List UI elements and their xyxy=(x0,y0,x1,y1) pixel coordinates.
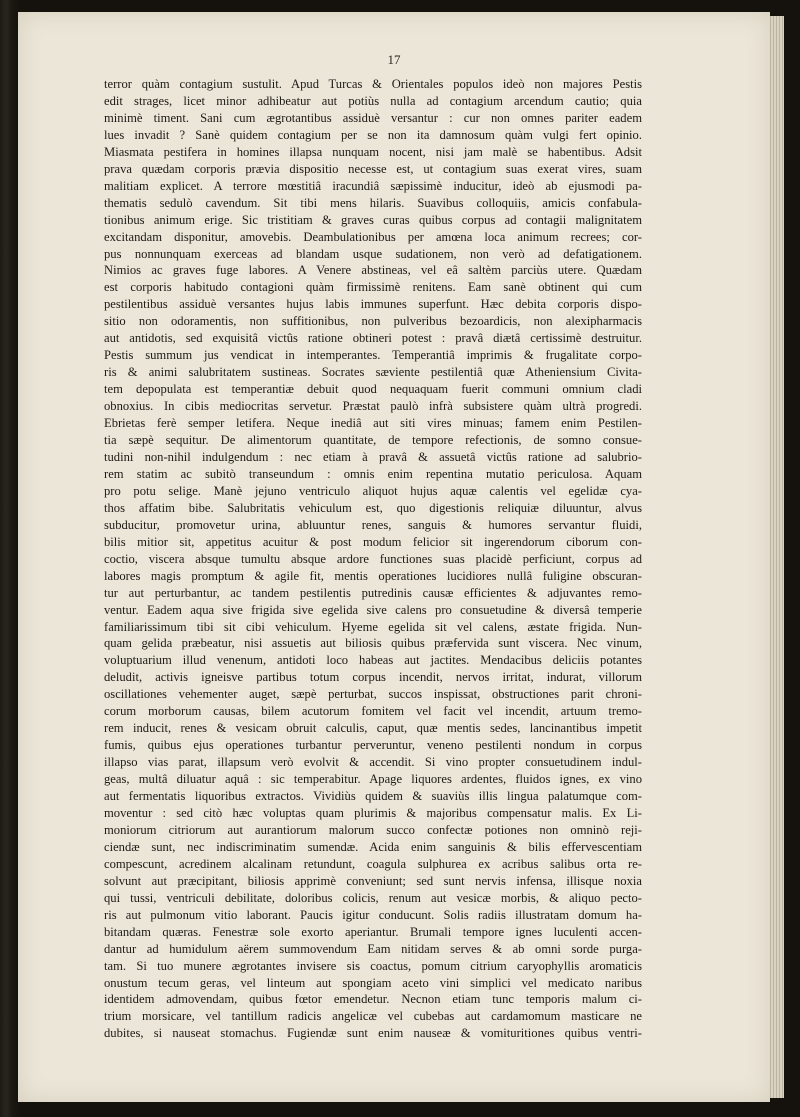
text-line: ciendæ sunt, nec indiscriminatim sumendæ. Acida enim sanguinis & bilis effervescentiam xyxy=(104,839,642,854)
text-line: ris aut pulmonum vitio laborant. Paucis igitur conducunt. Solis radiis illustratam domum ha- xyxy=(104,907,642,922)
text-line: lues invadit ? Sanè quidem contagium per se non ita damnosum quàm vulgi fert opinio. xyxy=(104,127,642,142)
text-line: Pestis summum jus vendicat in intemperantes. Temperantiâ imprimis & frugalitate corpo- xyxy=(104,348,642,363)
text-line: tia sæpè sequitur. De alimentorum quantitate, de tempore refectionis, de somno consue- xyxy=(104,433,642,448)
text-line: fumis, quibus ejus operationes turbantur perveruntur, veneno pestilenti nondum in corpus xyxy=(104,738,642,753)
text-line: corum morborum causas, bilem acutorum fomitem vel facit vel incendit, artuum tremo- xyxy=(104,704,642,719)
text-line: thos affatim bibe. Salubritatis vehiculum est, quo digestionis reliquiæ diluuntur, alvus xyxy=(104,500,642,515)
text-line: compescunt, acredinem alcalinam retundunt, coagula sulphurea ex acribus salibus orta re- xyxy=(104,856,642,871)
text-line: pestilentibus assiduè versantes hujus labis immunes superfunt. Hæc debita corporis dispo- xyxy=(104,297,642,312)
text-line: tam. Si tuo munere ægrotantes invisere sis coactus, pomum citrium caryophyllis aromaticis xyxy=(104,958,642,973)
text-line: pus nonnunquam exerceas ad blandam usque sudationem, non verò ad defatigationem. xyxy=(104,246,642,261)
text-line: rem statim ac subitò transeundum : omnis enim repentina mutatio periculosa. Aquam xyxy=(104,466,642,481)
text-line: edit strages, licet minor adhibeatur aut potiùs nulla ad contagium arcendum cautio; quia xyxy=(104,93,642,108)
text-line: labores magis promptum & agile fit, mentis operationes lucidiores nullâ fuligine obscuran- xyxy=(104,568,642,583)
book-page xyxy=(18,12,770,1102)
text-line: illapso vias parat, illapsum verò evolvit & accendit. Si vino propter consuetudinem indul- xyxy=(104,755,642,770)
text-line: qui tussi, ventriculi debilitate, doloribus colicis, renum aut vesicæ morbis, & aliquo pecto- xyxy=(104,890,642,905)
text-line: dubites, si nauseat stomachus. Fugiendæ sunt enim nauseæ & vomituritiones quibus ventri- xyxy=(104,1026,642,1041)
text-line: aut fermentatis liquoribus extractos. Vividiùs quidem & suaviùs illis lingua palatumque com- xyxy=(104,789,642,804)
text-line: deludit, activis igneisve partibus totum corpus incendit, nervos irritat, indurat, villorum xyxy=(104,670,642,685)
text-line: trium morsicare, vel tantillum radicis angelicæ vel cubebas aut cardamomum masticare ne xyxy=(104,1009,642,1024)
text-line: prava quædam corporis prævia dispositio necesse est, ut contagium suas exerat vires, suam xyxy=(104,161,642,176)
text-line: thematis sedulò cavendum. Sit tibi mens hilaris. Suavibus colloquiis, amicis confabula- xyxy=(104,195,642,210)
text-line: Miasmata pestifera in homines illapsa nunquam nocent, nisi jam malè se habentibus. Adsit xyxy=(104,144,642,159)
page-number: 17 xyxy=(387,52,401,67)
text-line: pro potu selige. Manè jejuno ventriculo aliquot hujus aquæ calentis vel egelidæ cya- xyxy=(104,483,642,498)
text-line: coctio, viscera absque tumultu absque ardore functiones suas placidè perficiunt, corpus ad xyxy=(104,551,642,566)
text-line: tem depopulata est temperantiæ debuit quod nequaquam fuerit communi omnium cladi xyxy=(104,382,642,397)
text-line: Nimios ac graves fuge labores. A Venere abstineas, vel eâ saltèm parciùs utere. Quædam xyxy=(104,263,642,278)
text-line: oscillationes vehementer auget, sæpè perturbat, succos inspissat, obstructiones parit chroni- xyxy=(104,687,642,702)
text-line: geas, multâ diluatur aquâ : sic temperabitur. Apage liquores ardentes, fluidos ignes, ex vino xyxy=(104,772,642,787)
text-line: moniorum citriorum aut aurantiorum malorum succo confectæ potiones non omninò reji- xyxy=(104,822,642,837)
text-line: tionibus animum erige. Sic tristitiam & graves curas quibus corpus ad contagii malignitatem xyxy=(104,212,642,227)
text-line: quam gelida præbeatur, nisi assuetis aut biliosis quibus præfervida sunt viscera. Nec vinum, xyxy=(104,636,642,651)
text-line: Ebrietas ferè semper letifera. Neque inediâ aut siti vires minuas; famem enim Pestilen- xyxy=(104,416,642,431)
text-line: onustum tecum geras, vel linteum aut spongiam aceto vini simplici vel medicato naribus xyxy=(104,975,642,990)
text-line: solvunt aut præcipitant, biliosis apprimè conveniunt; sed sunt nervis infensa, illisque noxia xyxy=(104,873,642,888)
text-line: rem inducit, renes & vesicam obruit calculis, caput, quæ mentis sedes, lancinantibus impetit xyxy=(104,721,642,736)
body-text xyxy=(104,76,642,1042)
text-line: ventur. Eadem aqua sive frigida sive egelida sive calens pro consuetudine & diversâ temperie xyxy=(104,602,642,617)
text-line: dantur ad humidulum aërem summovendum Eam nitidam serves & ab omni sorde purga- xyxy=(104,941,642,956)
text-line: obnoxius. In cibis mediocritas servetur. Præstat paulò infrà subsistere quàm ultrà progredi. xyxy=(104,399,642,414)
text-line: tudini non-nihil indulgendum : nec etiam à pravâ & assuetâ victûs ratione ad salubrio- xyxy=(104,449,642,464)
text-line: sitio non odoramentis, non suffitionibus, non pulveribus bezoardicis, non alexipharmacis xyxy=(104,314,642,329)
text-line: voluptuarium illud venenum, antidoti loco habeas aut jactites. Mendacibus deliciis potantes xyxy=(104,653,642,668)
text-line: identidem admovendam, quibus fœtor emendetur. Necnon etiam tunc temporis malum ci- xyxy=(104,992,642,1007)
text-line: bitandam quæras. Fenestræ sole exorto aperiantur. Brumali tempore ignes luculenti accen- xyxy=(104,924,642,939)
text-line: bilis mitior sit, appetitus acuitur & post modum felicior sit ingerendorum ciborum con- xyxy=(104,534,642,549)
text-line: est corporis habitudo contagioni quàm firmissimè renitens. Eam sanè obtinent qui cum xyxy=(104,280,642,295)
text-line: malitiam explicet. A terrore mœstitiâ iracundiâ sæpissimè inducitur, ideò ab ejusmodi pa- xyxy=(104,178,642,193)
text-line: ris & animi salubritatem sustineas. Socrates sæviente pestilentiâ quæ Atheniensium Civita- xyxy=(104,365,642,380)
text-line: aut antidotis, sed exquisitâ victûs ratione obtineri potest : pravâ diætâ certissimè destruitur. xyxy=(104,331,642,346)
text-line: moventur : sed citò hæc voluptas quam plurimis & majoribus compensatur malis. Ex Li- xyxy=(104,805,642,820)
text-line: minimè timent. Sani cum ægrotantibus assiduè versantur : cur non omnes pariter eadem xyxy=(104,110,642,125)
text-line: terror quàm contagium sustulit. Apud Turcas & Orientales populos ideò non majores Pestis xyxy=(104,77,642,91)
text-line: excitandam disponitur, amovebis. Deambulationibus per amœna loca animum recrees; cor- xyxy=(104,229,642,244)
text-line: familiarissimum tibi sit cibi vehiculum. Hyeme egelida sit vel calens, æstate frigida. Nun- xyxy=(104,619,642,634)
text-line: subducitur, promovetur urina, abluuntur renes, sanguis & humores servantur fluidi, xyxy=(104,517,642,532)
text-line: tur aut perturbantur, ac tandem pestilentis putredinis causæ efficientes & adjuvantes remo- xyxy=(104,585,642,600)
